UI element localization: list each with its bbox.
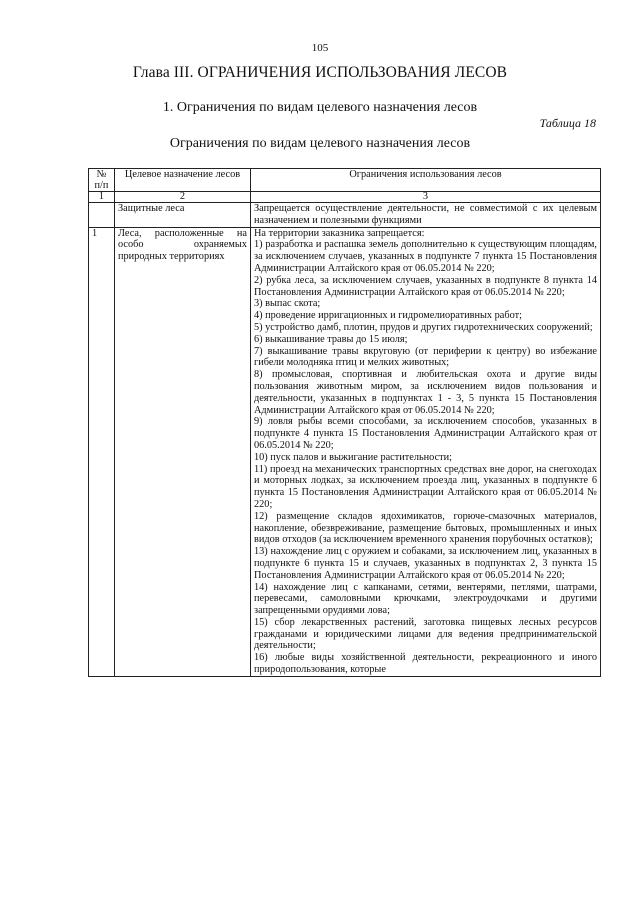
page-number: 105 <box>311 42 329 54</box>
restriction-item: 12) размещение складов ядохимикатов, горюче-смазочных материалов, накопление, обезвреживание, размещение бытовых, промышленных и иных видов отходов (за исключением временного хранения порубочных остатков); <box>254 510 597 546</box>
row-number: 1 <box>89 227 115 676</box>
table-row-protected-areas <box>89 227 601 676</box>
restriction-item: 2) рубка леса, за исключением случаев, указанных в подпункте 8 пункта 14 Постановления Администрации Алтайского края от 06.05.2014 № 220; <box>254 274 597 298</box>
row-restriction: Запрещается осуществление деятельности, не совместимой с их целевым назначением и полезными функциями <box>251 203 601 228</box>
row-number <box>89 203 115 228</box>
chapter-title: Глава III. ОГРАНИЧЕНИЯ ИСПОЛЬЗОВАНИЯ ЛЕСОВ <box>132 64 508 81</box>
restrictions-table <box>88 168 601 677</box>
table-label: Таблица 18 <box>539 116 596 130</box>
restriction-item: 15) сбор лекарственных растений, заготовка пищевых лесных ресурсов гражданами и юридическими лицами для ведения предпринимательской деятельности; <box>254 616 597 652</box>
restriction-item: 7) выкашивание травы вкруговую (от периферии к центру) во избежание гибели молодняка птиц и мелких животных; <box>254 345 597 369</box>
restriction-item: 8) промысловая, спортивная и любительская охота и другие виды пользования животным миром, за исключением видов пользования и деятельности, указанных в подпунктах 1 - 3, 5 пункта 15 Постановления Администрации Алтайского края от 06.05.2014 № 220; <box>254 369 597 416</box>
section-title: 1. Ограничения по видам целевого назначения лесов <box>162 100 478 115</box>
restriction-item: 6) выкашивание травы до 15 июля; <box>254 333 408 345</box>
restriction-intro: На территории заказника запрещается: <box>254 227 425 239</box>
table-row-protective <box>89 203 601 228</box>
row-purpose: Леса, расположенные на особо охраняемых природных территориях <box>115 227 251 676</box>
row-purpose: Защитные леса <box>115 203 251 228</box>
restriction-item: 10) пуск палов и выжигание растительности; <box>254 451 453 463</box>
header-cell-purpose: Целевое назначение лесов <box>115 169 251 192</box>
header-cell-restrictions: Ограничения использования лесов <box>251 169 601 192</box>
column-number-2: 2 <box>115 192 251 203</box>
restriction-item: 9) ловля рыбы всеми способами, за исключением способов, указанных в подпункте 4 пункта 15 Постановления Администрации Алтайского края от 06.05.2014 № 220; <box>254 416 597 451</box>
row-restriction-list <box>251 227 601 676</box>
restriction-item: 1) разработка и распашка земель дополнительно к существующим площадям, за исключением случаев, указанных в подпункте 7 пункта 15 Постановления Администрации Алтайского края от 06.05.2014 № 220; <box>254 239 597 274</box>
column-number-1: 1 <box>89 192 115 203</box>
restriction-item: 5) устройство дамб, плотин, прудов и других гидротехнических сооружений; <box>254 321 593 333</box>
restriction-item: 14) нахождение лиц с капканами, сетями, вентерями, петлями, шатрами, перевесами, самоловными крючками, электроудочками и другими запрещенными орудиями лова; <box>254 581 597 617</box>
table-header-row <box>89 169 601 192</box>
header-cell-number: № п/п <box>89 169 115 192</box>
restriction-item: 11) проезд на механических транспортных средствах вне дорог, на снегоходах и моторных лодках, за исключением проезда лиц, указанных в подпункте 6 пункта 15 Постановления Администрации Алтайского края от 06.05.2014 № 220; <box>254 463 597 510</box>
column-number-3: 3 <box>251 192 601 203</box>
restriction-item: 3) выпас скота; <box>254 298 321 310</box>
table-title: Ограничения по видам целевого назначения лесов <box>169 136 471 151</box>
restriction-item: 13) нахождение лиц с оружием и собаками, за исключением лиц, указанных в подпункте 6 пункта 15 и случаев, указанных в подпунктах 2, 3 пункта 15 Постановления Администрации Алтайского края от 06.05.2014 № 220; <box>254 546 597 581</box>
restriction-item: 16) любые виды хозяйственной деятельности, рекреационного и иного природопользования, которые <box>254 652 597 676</box>
restriction-item: 4) проведение ирригационных и гидромелиоративных работ; <box>254 310 522 322</box>
column-number-row <box>89 192 601 203</box>
